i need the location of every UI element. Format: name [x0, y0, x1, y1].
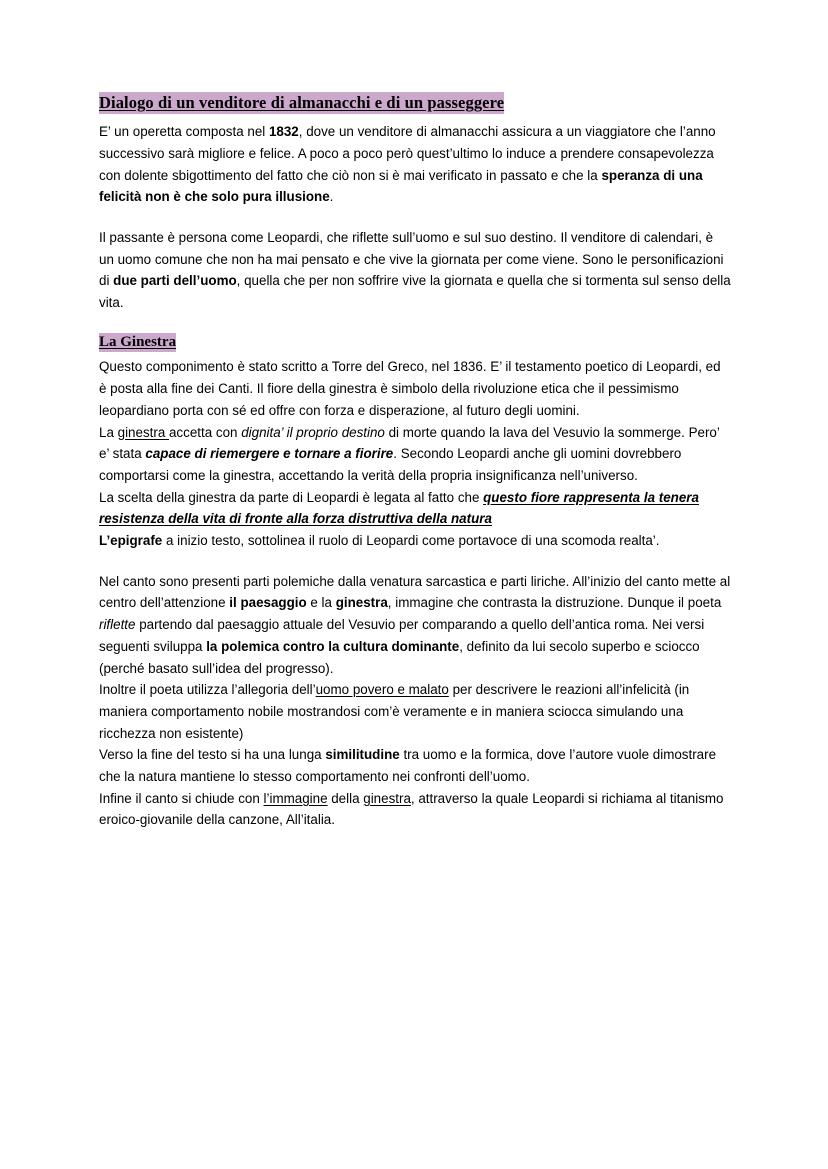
text-run: partendo dal paesaggio attuale del Vesuvio per comparando a quello dell’antica roma. Nei versi seguenti sviluppa [99, 617, 705, 654]
paragraph-5 [99, 487, 731, 530]
paragraph-6 [99, 530, 731, 552]
text-run: Inoltre il poeta utilizza l’allegoria dell’ [99, 682, 316, 698]
paragraph-1 [99, 121, 731, 208]
text-run: Questo componimento è stato scritto a Torre del Greco, nel 1836. E’ il testamento poetico di Leopardi, ed è posta alla fine dei Canti. Il fiore della ginestra è simbolo della rivoluzione etica che il pessimismo leopardiano porta con sé ed offre con forza e disperazione, al futuro degli uomini. [99, 359, 721, 418]
page-title: Dialogo di un venditore di almanacchi e di un passeggere [99, 92, 504, 114]
text-run: e la [306, 595, 336, 611]
document-body [99, 92, 731, 831]
italic-dignita: dignita’ il proprio destino [241, 424, 385, 440]
text-run: Infine il canto si chiude con [99, 790, 264, 806]
text-run: E’ un operetta composta nel [99, 124, 269, 140]
text-run: tra uomo e la formica, dove l’autore vuole dimostrare che la natura mantiene lo stesso comportamento nei confronti dell’uomo. [99, 747, 717, 785]
text-run: , attraverso la quale Leopardi si richiama al titanismo eroico-giovanile della canzone, All’italia. [99, 790, 724, 828]
text-run: La [99, 424, 118, 440]
spacer [99, 314, 731, 333]
text-run: della [327, 790, 364, 806]
year-1832: 1832 [268, 124, 299, 140]
text-run: . [329, 189, 334, 205]
paragraph-9 [99, 744, 731, 787]
paragraph-8 [99, 679, 731, 744]
text-run: di morte quando la lava del Vesuvio la sommerge. Pero’ e’ stata [99, 424, 720, 462]
text-run: , definito da lui secolo superbo e sciocco (perché basato sull’idea del progresso). [99, 638, 700, 676]
paragraph-7 [99, 571, 731, 680]
text-run: , quella che per non soffrire vive la giornata e quella che si tormenta sul senso della vita. [99, 273, 731, 311]
paragraph-2 [99, 227, 731, 314]
emphasis-speranza: speranza di una felicità non è che solo pura illusione [99, 167, 703, 205]
underline-uomo-povero: uomo povero e malato [315, 682, 449, 698]
section-title-la-ginestra: La Ginestra [99, 333, 176, 353]
emphasis-due-parti: due parti dell’uomo [113, 273, 237, 289]
paragraph-3 [99, 356, 731, 421]
emphasis-questo-fiore: questo fiore rappresenta la tenera resistenza della vita di fronte alla forza distruttiva della natura [99, 489, 699, 527]
emphasis-epigrafe: L’epigrafe [99, 533, 163, 549]
emphasis-similitudine: similitudine [325, 747, 400, 763]
emphasis-il-paesaggio: il paesaggio [229, 595, 307, 611]
emphasis-capace-riemergere: capace di riemergere e tornare a fiorire [145, 446, 394, 462]
italic-riflette: riflette [99, 617, 136, 633]
text-run: Il passante è persona come Leopardi, che riflette sull’uomo e sul suo destino. Il venditore di calendari, è un uomo comune che non ha mai pensato e che vive la giornata per come viene. Sono le personificazioni di [99, 230, 724, 289]
text-run: accetta con [168, 424, 242, 440]
underline-ginestra-2: ginestra [363, 790, 411, 806]
text-run: . Secondo Leopardi anche gli uomini dovrebbero comportarsi come la ginestra, accettando la verità della propria insignificanza nell’universo. [99, 446, 682, 483]
text-run: , dove un venditore di almanacchi assicura a un viaggiatore che l’anno successivo sarà migliore e felice. A poco a poco però quest’ultimo lo induce a prendere consapevolezza con dolente sbigottimento del fatto che ciò non si è mai verificato in passato e che la [99, 124, 716, 183]
underline-immagine: l’immagine [263, 790, 328, 806]
underline-ginestra: ginestra [117, 424, 169, 440]
paragraph-4 [99, 422, 731, 487]
text-run: Nel canto sono presenti parti polemiche dalla venatura sarcastica e parti liriche. All’inizio del canto mette al centro dell’attenzione [99, 573, 731, 611]
text-run: Verso la fine del testo si ha una lunga [99, 747, 326, 763]
spacer [99, 208, 731, 227]
text-run: per descrivere le reazioni all’infelicità (in maniera comportamento nobile mostrandosi com’è veramente e in maniera sciocca simulando una ricchezza non esistente) [99, 682, 690, 741]
emphasis-ginestra: ginestra [335, 595, 388, 611]
spacer [99, 552, 731, 571]
text-run: a inizio testo, sottolinea il ruolo di Leopardi come portavoce di una scomoda realta’. [162, 533, 660, 549]
text-run: , immagine che contrasta la distruzione. Dunque il poeta [387, 595, 722, 611]
text-run: La scelta della ginestra da parte di Leopardi è legata al fatto che [99, 489, 484, 505]
emphasis-polemica-cultura: la polemica contro la cultura dominante [206, 638, 460, 654]
paragraph-10 [99, 788, 731, 831]
